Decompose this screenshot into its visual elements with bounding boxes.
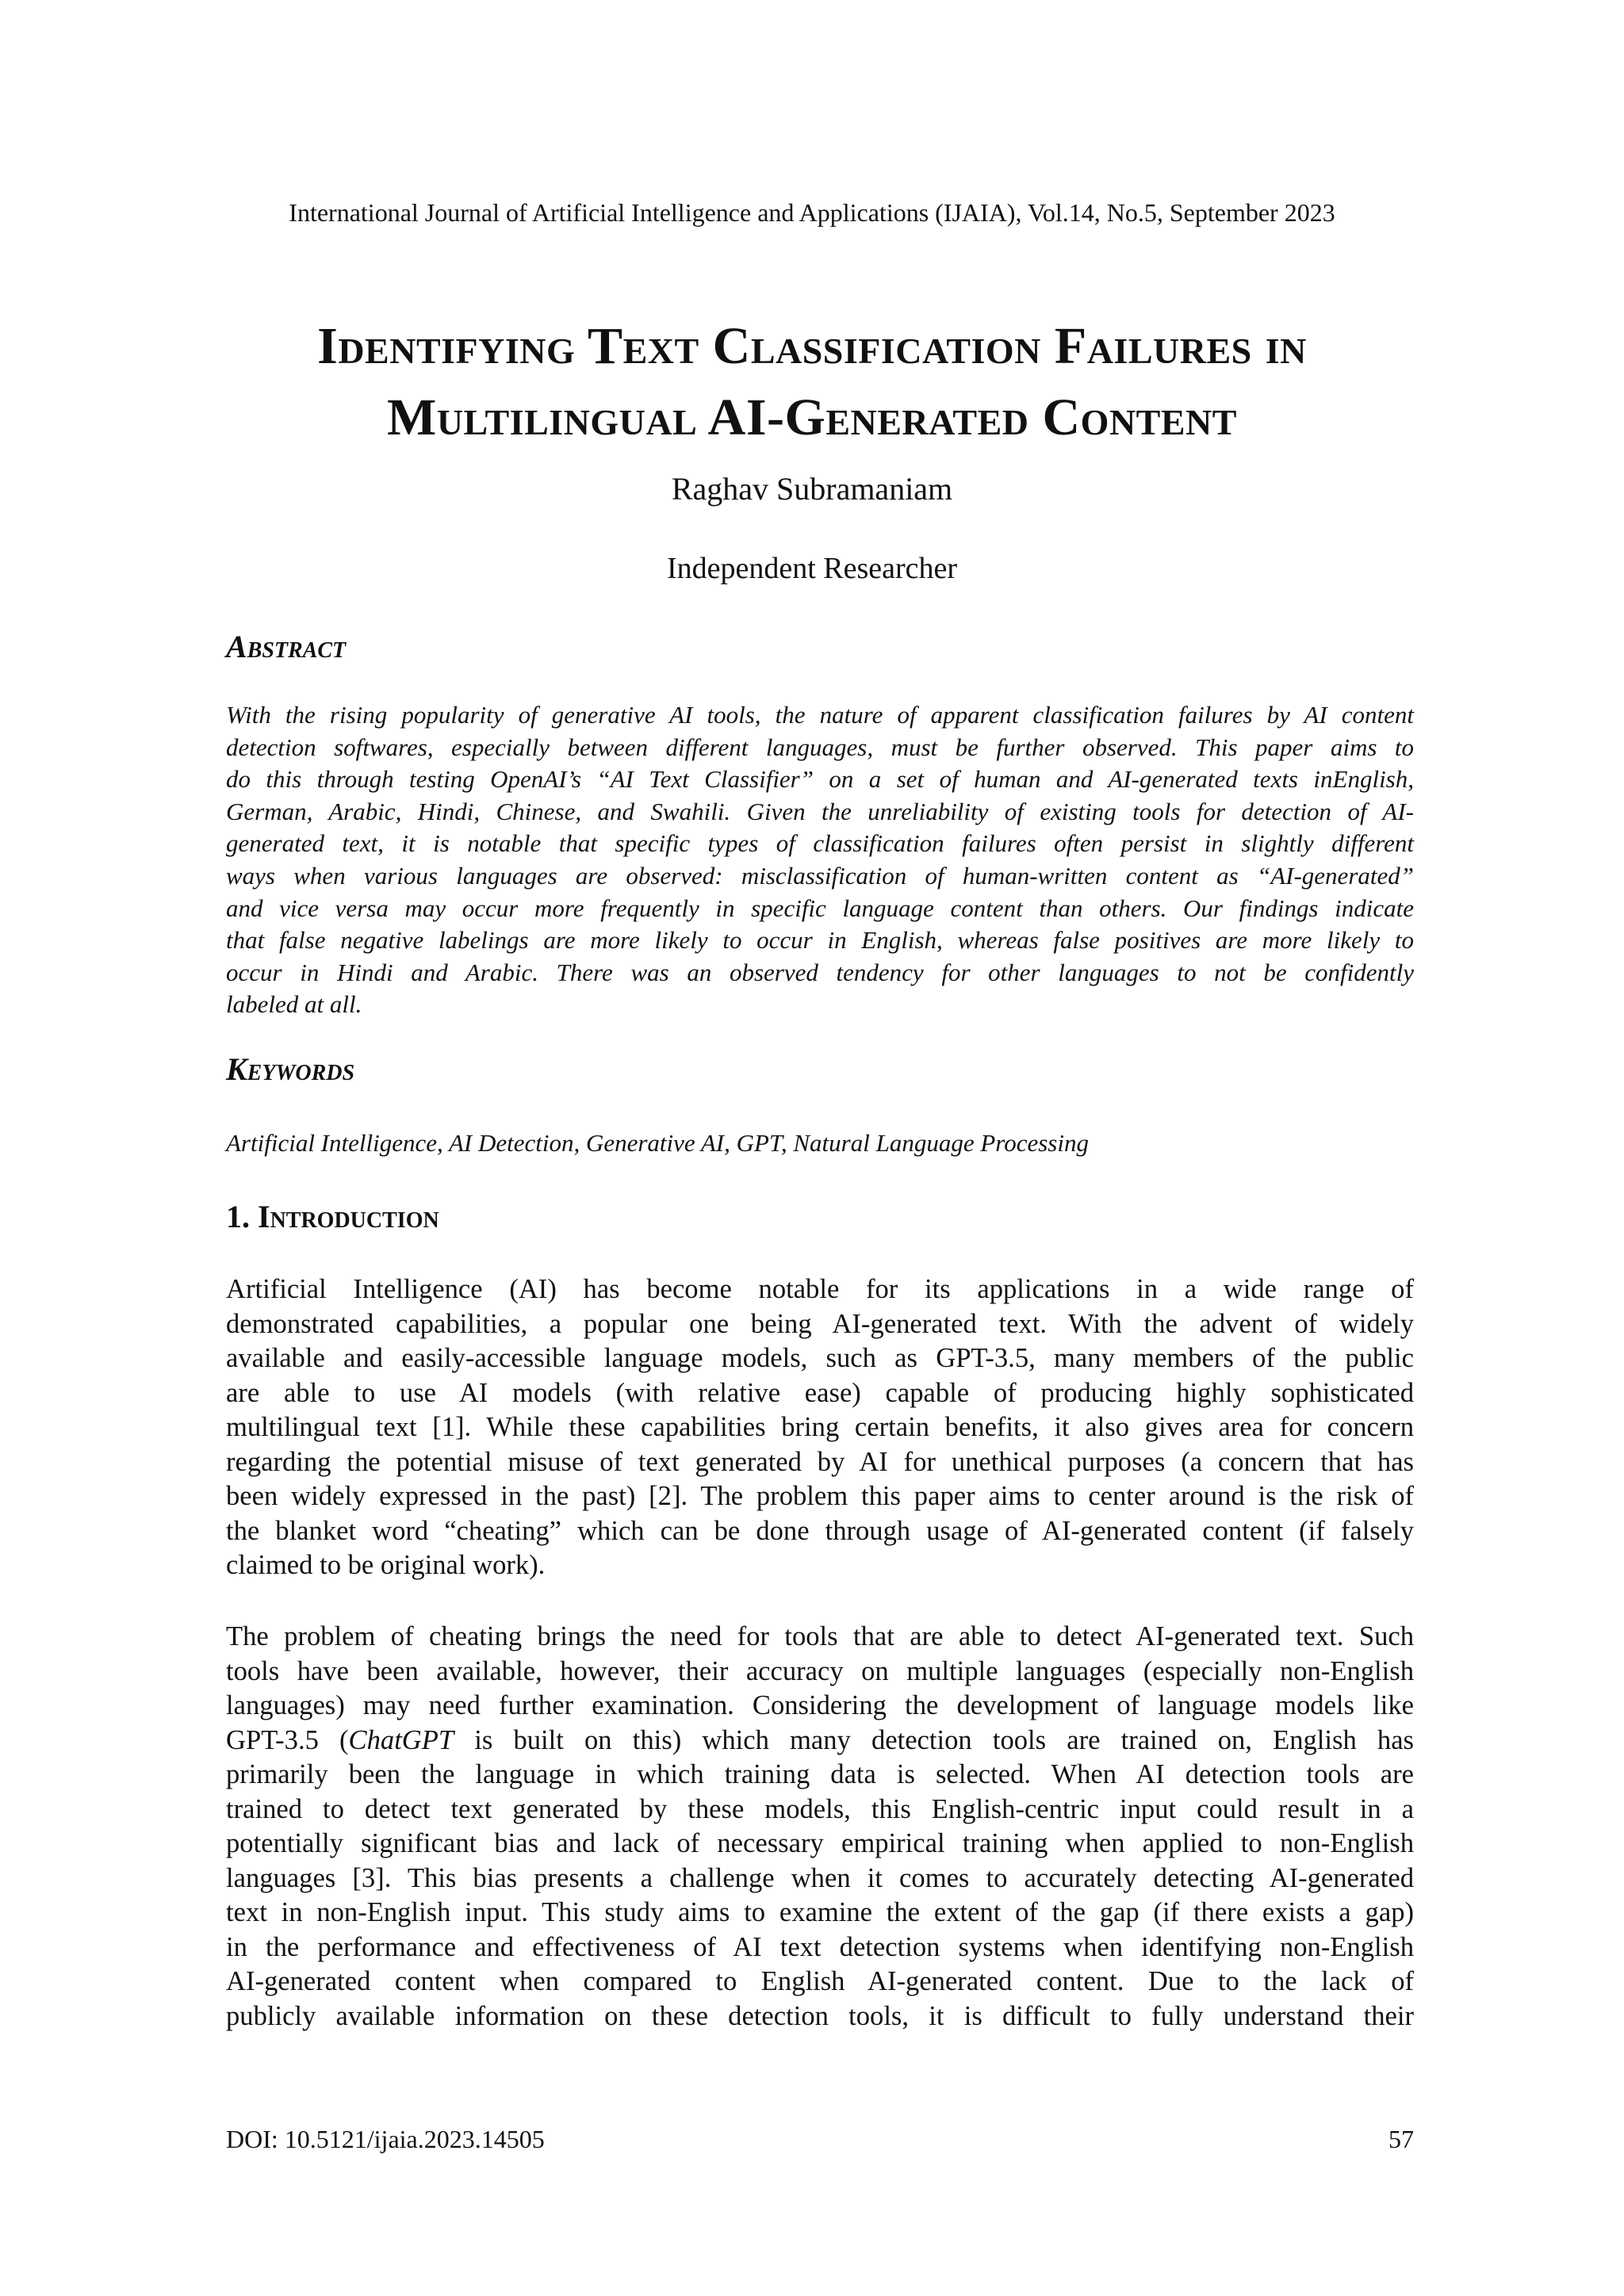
- paper-title: [159, 311, 1465, 453]
- paragraph-line: available and easily-accessible language models, such as GPT-3.5, many members of the public: [226, 1343, 1414, 1373]
- paragraph-line: languages) may need further examination. Considering the development of language models like: [226, 1690, 1414, 1720]
- paragraph-line: in the performance and effectiveness of AI text detection systems when identifying non-English: [226, 1931, 1414, 1962]
- paragraph-line: tools have been available, however, their accuracy on multiple languages (especially non-English: [226, 1655, 1414, 1686]
- paragraph-line: languages [3]. This bias presents a challenge when it comes to accurately detecting AI-generated: [226, 1862, 1414, 1893]
- paragraph-line: demonstrated capabilities, a popular one being AI-generated text. With the advent of widely: [226, 1308, 1414, 1339]
- abstract-body: [226, 699, 1414, 1021]
- abstract-line: ways when various languages are observed: misclassification of human-written content as “AI-generated”: [226, 861, 1414, 890]
- intro-paragraph-1: [226, 1272, 1414, 1583]
- abstract-line: detection softwares, especially between different languages, must be further observed. This paper aims to: [226, 733, 1414, 761]
- chatgpt-emphasis: ChatGPT: [348, 1724, 454, 1755]
- paragraph-line: the blanket word “cheating” which can be done through usage of AI-generated content (if falsely: [226, 1515, 1414, 1546]
- abstract-line: With the rising popularity of generative AI tools, the nature of apparent classification failures by AI content: [226, 701, 1414, 729]
- paragraph-line: are able to use AI models (with relative ease) capable of producing highly sophisticated: [226, 1377, 1414, 1408]
- text-run: GPT-3.5 (: [226, 1724, 349, 1755]
- section-title: Introduction: [258, 1199, 439, 1234]
- keywords-heading: Keywords: [226, 1051, 355, 1087]
- footer-doi: DOI: 10.5121/ijaia.2023.14505: [226, 2125, 545, 2153]
- paragraph-line: regarding the potential misuse of text generated by AI for unethical purposes (a concern that has: [226, 1446, 1414, 1477]
- paragraph-line: The problem of cheating brings the need for tools that are able to detect AI-generated text. Such: [226, 1621, 1414, 1651]
- author-affiliation: Independent Researcher: [666, 552, 958, 585]
- paper-title-line-1: Identifying Text Classification Failures in: [317, 317, 1307, 375]
- footer-page-number: 57: [1388, 2125, 1414, 2153]
- paragraph-line: AI-generated content when compared to English AI-generated content. Due to the lack of: [226, 1966, 1414, 1996]
- abstract-line: generated text, it is notable that specific types of classification failures often persist in slightly different: [226, 829, 1414, 858]
- paragraph-line: [226, 1724, 1414, 1758]
- intro-paragraph-2: [226, 1620, 1414, 2034]
- abstract-line: German, Arabic, Hindi, Chinese, and Swahili. Given the unreliability of existing tools for detection of AI-: [226, 797, 1414, 825]
- abstract-line: and vice versa may occur more frequently in specific language content than others. Our findings indicate: [226, 894, 1414, 922]
- abstract-line: occur in Hindi and Arabic. There was an observed tendency for other languages to not be confidently: [226, 958, 1414, 986]
- paragraph-line: potentially significant bias and lack of necessary empirical training when applied to non-English: [226, 1828, 1414, 1858]
- paragraph-line: text in non-English input. This study aims to examine the extent of the gap (if there exists a gap): [226, 1897, 1414, 1927]
- paragraph-line: been widely expressed in the past) [2]. The problem this paper aims to center around is the risk of: [226, 1481, 1414, 1511]
- paragraph-line: multilingual text [1]. While these capabilities bring certain benefits, it also gives area for concern: [226, 1412, 1414, 1442]
- paragraph-line: trained to detect text generated by these models, this English-centric input could result in a: [226, 1793, 1414, 1824]
- abstract-line: labeled at all.: [226, 990, 362, 1019]
- keywords-list: Artificial Intelligence, AI Detection, Generative AI, GPT, Natural Language Processing: [226, 1129, 1089, 1157]
- paragraph-line: primarily been the language in which training data is selected. When AI detection tools are: [226, 1759, 1414, 1789]
- paper-title-line-2: Multilingual AI-Generated Content: [387, 388, 1237, 446]
- paragraph-line: publicly available information on these detection tools, it is difficult to fully understand their: [226, 2000, 1414, 2031]
- author-name: Raghav Subramaniam: [671, 471, 953, 507]
- paragraph-line: Artificial Intelligence (AI) has become notable for its applications in a wide range of: [226, 1274, 1414, 1304]
- abstract-line: do this through testing OpenAI’s “AI Text Classifier” on a set of human and AI-generated texts inEnglish,: [226, 765, 1414, 794]
- running-header: International Journal of Artificial Intelligence and Applications (IJAIA), Vol.14, No.5, September 2023: [289, 198, 1335, 227]
- section-number: 1.: [226, 1199, 250, 1234]
- paragraph-line: claimed to be original work).: [226, 1550, 546, 1580]
- text-run: is built on this) which many detection tools are trained on, English has: [454, 1724, 1414, 1755]
- abstract-line: that false negative labelings are more likely to occur in English, whereas false positives are more likely to: [226, 926, 1414, 955]
- section-heading-introduction: [226, 1197, 439, 1237]
- abstract-heading: Abstract: [226, 629, 347, 664]
